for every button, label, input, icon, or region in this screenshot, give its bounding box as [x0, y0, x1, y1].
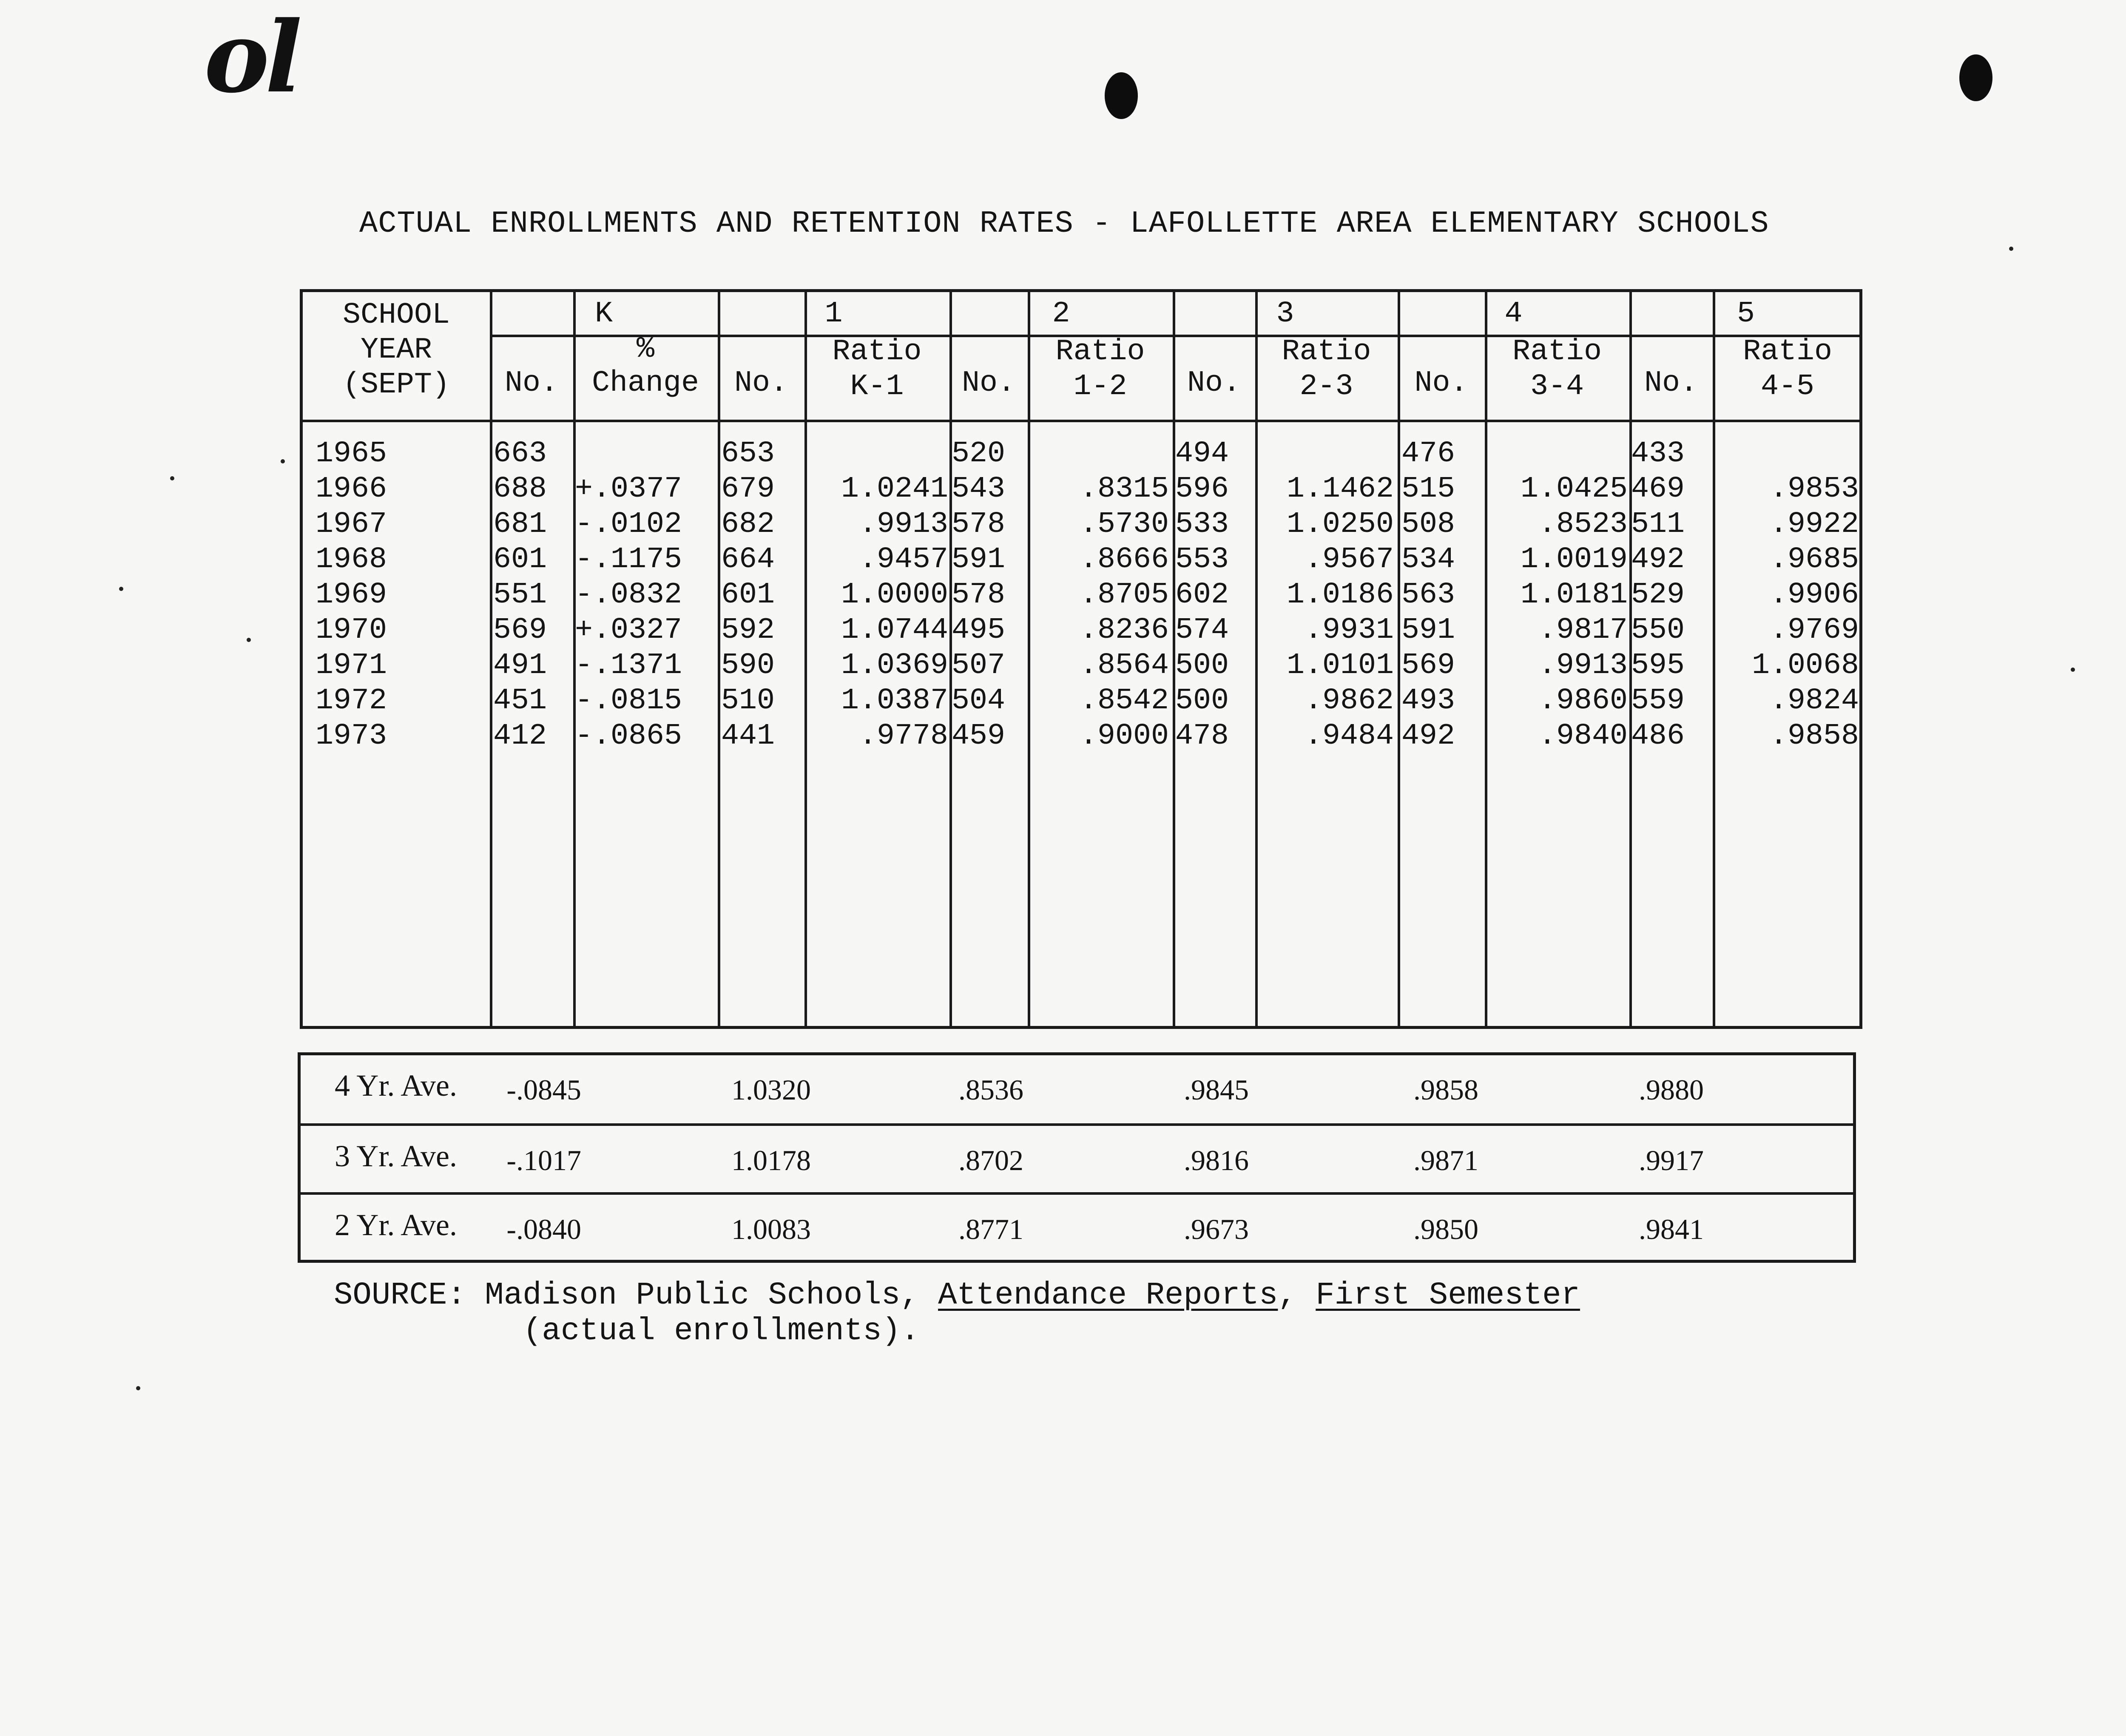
- table-cell: 653: [721, 437, 775, 471]
- table-cell: 451: [493, 684, 547, 718]
- average-value: .9858: [1413, 1074, 1478, 1106]
- table-cell: .9922: [1769, 508, 1859, 541]
- average-value: .8771: [958, 1213, 1023, 1245]
- average-label: 4 Yr. Ave.: [335, 1068, 457, 1102]
- average-value: .9845: [1184, 1074, 1249, 1106]
- table-cell: 1.0241: [841, 472, 948, 506]
- enrollment-table: [300, 289, 1862, 1029]
- table-cell: 602: [1175, 578, 1229, 612]
- average-row: [301, 1055, 1853, 1123]
- table-cell: 595: [1631, 649, 1685, 682]
- table-cell: 1973: [315, 719, 387, 753]
- table-cell: 504: [952, 684, 1006, 718]
- table-cell: 507: [952, 649, 1006, 682]
- average-label: 3 Yr. Ave.: [335, 1139, 457, 1173]
- table-cell: 412: [493, 719, 547, 753]
- grade-header-3: 3: [1276, 297, 1294, 331]
- table-cell: 596: [1175, 472, 1229, 506]
- source-report: Attendance Reports: [938, 1278, 1278, 1313]
- table-cell: -.1371: [575, 649, 682, 682]
- table-cell: 1.0369: [841, 649, 948, 682]
- table-cell: .9913: [858, 508, 948, 541]
- table-cell: 510: [721, 684, 775, 718]
- table-cell: .9457: [858, 543, 948, 577]
- table-cell: 601: [493, 543, 547, 577]
- average-value: 1.0320: [731, 1074, 811, 1106]
- average-label: 2 Yr. Ave.: [335, 1208, 457, 1242]
- averages-table: [298, 1052, 1856, 1263]
- table-cell: 569: [493, 614, 547, 647]
- table-cell: 553: [1175, 543, 1229, 577]
- g1-no-header: No.: [734, 367, 788, 400]
- column-divider: [1398, 292, 1400, 1026]
- table-cell: .9853: [1769, 472, 1859, 506]
- table-cell: .8705: [1079, 578, 1169, 612]
- table-cell: 1967: [315, 508, 387, 541]
- table-cell: 500: [1175, 684, 1229, 718]
- table-cell: .9840: [1538, 719, 1628, 753]
- year-header: SCHOOL YEAR (SEPT): [342, 298, 450, 402]
- table-cell: 493: [1401, 684, 1455, 718]
- table-cell: .8523: [1538, 508, 1628, 541]
- table-cell: .9000: [1079, 719, 1169, 753]
- table-cell: .9858: [1769, 719, 1859, 753]
- table-cell: 663: [493, 437, 547, 471]
- table-cell: .9769: [1769, 614, 1859, 647]
- table-cell: .9567: [1304, 543, 1394, 577]
- average-value: .9871: [1413, 1144, 1478, 1176]
- table-cell: 495: [952, 614, 1006, 647]
- scan-speck: [136, 1386, 140, 1390]
- k-pct-header: % Change: [591, 332, 699, 400]
- source-semester: First Semester: [1316, 1278, 1580, 1313]
- table-cell: 679: [721, 472, 775, 506]
- table-cell: 492: [1631, 543, 1685, 577]
- punch-hole-icon: [1105, 72, 1138, 119]
- table-cell: 1.0744: [841, 614, 948, 647]
- grade-header-1: 1: [824, 297, 843, 331]
- average-value: 1.0178: [731, 1144, 811, 1176]
- table-cell: -.0815: [575, 684, 682, 718]
- table-cell: +.0327: [575, 614, 682, 647]
- average-row: [301, 1192, 1853, 1263]
- table-cell: 578: [952, 578, 1006, 612]
- average-value: .8702: [958, 1144, 1023, 1176]
- table-cell: 476: [1401, 437, 1455, 471]
- table-cell: 1.0181: [1520, 578, 1628, 612]
- average-value: -.0840: [506, 1213, 581, 1245]
- average-value: .9850: [1413, 1213, 1478, 1245]
- g1-ratio-header: Ratio K-1: [832, 335, 922, 403]
- table-cell: .9778: [858, 719, 948, 753]
- grade-header-4: 4: [1504, 297, 1523, 331]
- table-cell: 491: [493, 649, 547, 682]
- average-value: .9816: [1184, 1144, 1249, 1176]
- table-cell: 1.0019: [1520, 543, 1628, 577]
- average-value: 1.0083: [731, 1213, 811, 1245]
- table-cell: 578: [952, 508, 1006, 541]
- table-cell: 1972: [315, 684, 387, 718]
- average-value: .9917: [1639, 1144, 1704, 1176]
- table-cell: 515: [1401, 472, 1455, 506]
- table-cell: 1.0186: [1286, 578, 1394, 612]
- column-divider: [718, 292, 720, 1026]
- table-cell: .8315: [1079, 472, 1169, 506]
- table-cell: 551: [493, 578, 547, 612]
- g5-ratio-header: Ratio 4-5: [1742, 335, 1833, 403]
- source-separator: ,: [1278, 1278, 1297, 1313]
- column-divider: [490, 292, 492, 1026]
- table-cell: 681: [493, 508, 547, 541]
- g2-ratio-header: Ratio 1-2: [1055, 335, 1145, 403]
- table-cell: .8666: [1079, 543, 1169, 577]
- table-cell: 529: [1631, 578, 1685, 612]
- g2-no-header: No.: [961, 367, 1016, 400]
- table-cell: 500: [1175, 649, 1229, 682]
- table-cell: 520: [952, 437, 1006, 471]
- header-divider: [303, 420, 1859, 422]
- table-cell: 1.0000: [841, 578, 948, 612]
- scan-speck: [2071, 668, 2075, 672]
- table-cell: 534: [1401, 543, 1455, 577]
- table-cell: 511: [1631, 508, 1685, 541]
- table-cell: .5730: [1079, 508, 1169, 541]
- table-cell: 601: [721, 578, 775, 612]
- table-cell: .9685: [1769, 543, 1859, 577]
- g5-no-header: No.: [1644, 367, 1698, 400]
- table-cell: 492: [1401, 719, 1455, 753]
- table-cell: .9824: [1769, 684, 1859, 718]
- source-publisher: Madison Public Schools,: [485, 1278, 919, 1313]
- table-cell: .8564: [1079, 649, 1169, 682]
- table-cell: .8236: [1079, 614, 1169, 647]
- table-cell: 478: [1175, 719, 1229, 753]
- average-row: [301, 1123, 1853, 1194]
- scan-speck: [247, 638, 251, 642]
- average-value: -.1017: [506, 1144, 581, 1176]
- table-cell: .8542: [1079, 684, 1169, 718]
- table-cell: 441: [721, 719, 775, 753]
- source-label: SOURCE:: [334, 1278, 466, 1313]
- table-cell: 1.0101: [1286, 649, 1394, 682]
- table-cell: 508: [1401, 508, 1455, 541]
- table-cell: 1969: [315, 578, 387, 612]
- table-cell: 533: [1175, 508, 1229, 541]
- table-cell: 664: [721, 543, 775, 577]
- table-cell: 591: [1401, 614, 1455, 647]
- table-cell: 543: [952, 472, 1006, 506]
- table-cell: 1965: [315, 437, 387, 471]
- table-cell: 1.1462: [1286, 472, 1394, 506]
- table-cell: 682: [721, 508, 775, 541]
- table-cell: 563: [1401, 578, 1455, 612]
- table-cell: .9906: [1769, 578, 1859, 612]
- table-cell: 494: [1175, 437, 1229, 471]
- table-cell: 574: [1175, 614, 1229, 647]
- source-note: [334, 1278, 1580, 1349]
- table-cell: 1.0387: [841, 684, 948, 718]
- table-cell: 559: [1631, 684, 1685, 718]
- table-cell: -.0865: [575, 719, 682, 753]
- table-cell: 459: [952, 719, 1006, 753]
- table-cell: .9484: [1304, 719, 1394, 753]
- scan-speck: [2009, 247, 2013, 251]
- table-cell: .9862: [1304, 684, 1394, 718]
- table-cell: 1970: [315, 614, 387, 647]
- table-cell: .9860: [1538, 684, 1628, 718]
- average-value: -.0845: [506, 1074, 581, 1106]
- table-cell: .9913: [1538, 649, 1628, 682]
- table-cell: 1971: [315, 649, 387, 682]
- grade-header-5: 5: [1737, 297, 1755, 331]
- table-cell: 1.0425: [1520, 472, 1628, 506]
- average-value: .9673: [1184, 1213, 1249, 1245]
- g3-ratio-header: Ratio 2-3: [1282, 335, 1371, 403]
- handwritten-initials: ol: [204, 0, 298, 115]
- table-cell: 1966: [315, 472, 387, 506]
- table-cell: -.0832: [575, 578, 682, 612]
- table-cell: 591: [952, 543, 1006, 577]
- page-title: ACTUAL ENROLLMENTS AND RETENTION RATES - LAFOLLETTE AREA ELEMENTARY SCHOOLS: [359, 206, 1769, 241]
- table-cell: 590: [721, 649, 775, 682]
- g4-no-header: No.: [1414, 367, 1468, 400]
- table-cell: 569: [1401, 649, 1455, 682]
- g3-no-header: No.: [1187, 367, 1241, 400]
- table-cell: 688: [493, 472, 547, 506]
- table-cell: 433: [1631, 437, 1685, 471]
- source-note-text: (actual enrollments).: [523, 1313, 920, 1349]
- grade-header-2: 2: [1052, 297, 1070, 331]
- grade-header-k: K: [594, 297, 613, 331]
- table-cell: 1.0250: [1286, 508, 1394, 541]
- average-value: .9880: [1639, 1074, 1704, 1106]
- average-value: .8536: [958, 1074, 1023, 1106]
- table-cell: 486: [1631, 719, 1685, 753]
- table-cell: -.1175: [575, 543, 682, 577]
- k-no-header: No.: [504, 367, 559, 400]
- table-cell: 1.0068: [1751, 649, 1859, 682]
- table-cell: .9817: [1538, 614, 1628, 647]
- table-cell: 592: [721, 614, 775, 647]
- table-cell: 469: [1631, 472, 1685, 506]
- table-cell: 1968: [315, 543, 387, 577]
- table-cell: -.0102: [575, 508, 682, 541]
- punch-hole-icon: [1959, 54, 1992, 101]
- table-cell: .9931: [1304, 614, 1394, 647]
- scan-speck: [170, 476, 174, 480]
- average-value: .9841: [1639, 1213, 1704, 1245]
- scan-speck: [281, 459, 285, 463]
- table-cell: 550: [1631, 614, 1685, 647]
- g4-ratio-header: Ratio 3-4: [1512, 335, 1602, 403]
- table-cell: +.0377: [575, 472, 682, 506]
- scan-speck: [119, 587, 123, 591]
